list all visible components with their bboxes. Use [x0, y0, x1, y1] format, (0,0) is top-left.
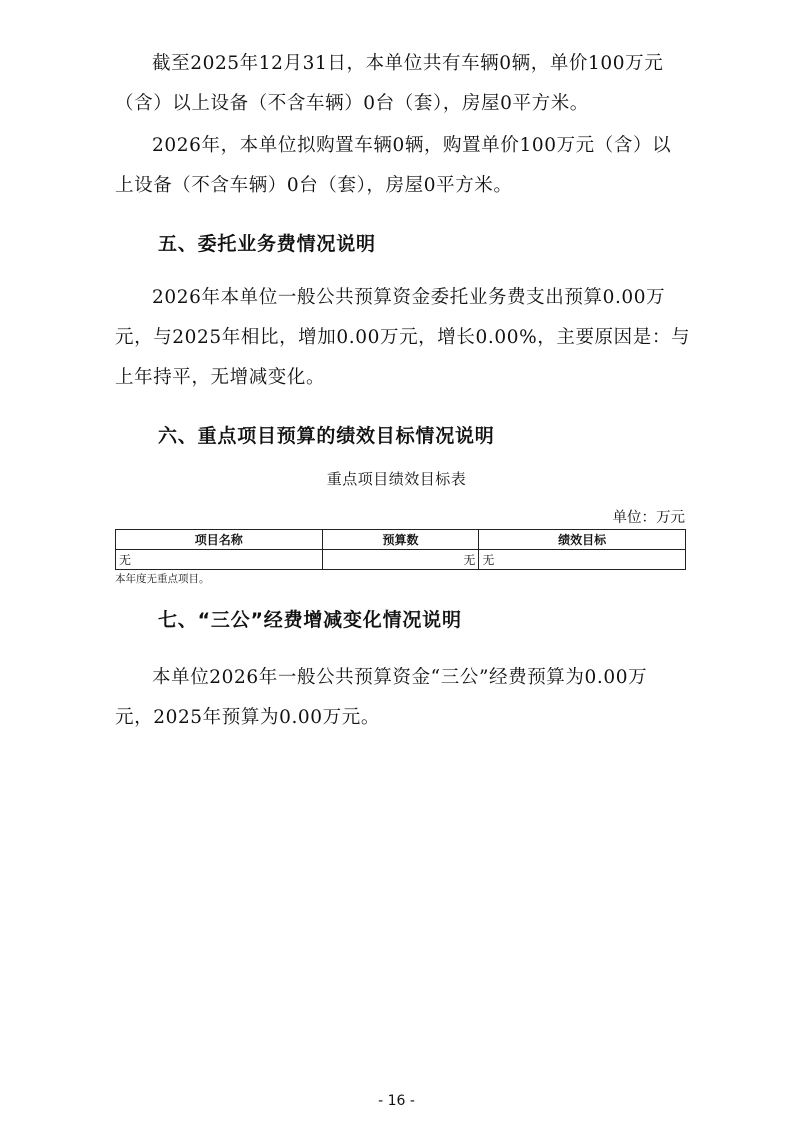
section-heading-three-public-expenses: 七、“三公”经费增减变化情况说明 [158, 609, 462, 631]
assets-2026-paragraph [115, 126, 688, 206]
paragraph-line: 上设备（不含车辆）0台（套），房屋0平方米。 [115, 175, 513, 196]
table-header-row [116, 530, 686, 550]
table-row [116, 550, 686, 570]
three-public-paragraph [115, 658, 688, 738]
cell-project-name: 无 [116, 550, 323, 570]
column-header-performance-goal: 绩效目标 [479, 530, 686, 550]
entrusted-fee-paragraph [115, 278, 691, 398]
paragraph-line: 2026年，本单位拟购置车辆0辆，购置单价100万元（含）以 [152, 135, 672, 156]
paragraph-line: （含）以上设备（不含车辆）0台（套），房屋0平方米。 [115, 93, 589, 114]
paragraph-line: 元，与2025年相比，增加0.00万元，增长0.00%，主要原因是：与 [115, 327, 691, 348]
cell-performance-goal: 无 [479, 550, 686, 570]
table-note: 本年度无重点项目。 [115, 573, 210, 585]
assets-2025-paragraph [115, 44, 688, 124]
section-heading-entrusted-fee: 五、委托业务费情况说明 [158, 233, 376, 255]
paragraph-line: 截至2025年12月31日，本单位共有车辆0辆，单价100万元 [152, 53, 664, 74]
table-unit-label: 单位：万元 [612, 510, 685, 526]
table-title: 重点项目绩效目标表 [326, 470, 467, 488]
page-number: - 16 - [378, 1093, 415, 1109]
paragraph-line: 本单位2026年一般公共预算资金“三公”经费预算为0.00万 [152, 667, 648, 688]
column-header-project-name: 项目名称 [116, 530, 323, 550]
section-heading-performance-goals: 六、重点项目预算的绩效目标情况说明 [158, 425, 495, 447]
paragraph-line: 元，2025年预算为0.00万元。 [115, 707, 380, 728]
column-header-budget: 预算数 [322, 530, 479, 550]
paragraph-line: 上年持平，无增减变化。 [115, 367, 326, 388]
paragraph-line: 2026年本单位一般公共预算资金委托业务费支出预算0.00万 [152, 287, 666, 308]
key-project-goals-table [115, 529, 686, 570]
cell-budget: 无 [322, 550, 479, 570]
